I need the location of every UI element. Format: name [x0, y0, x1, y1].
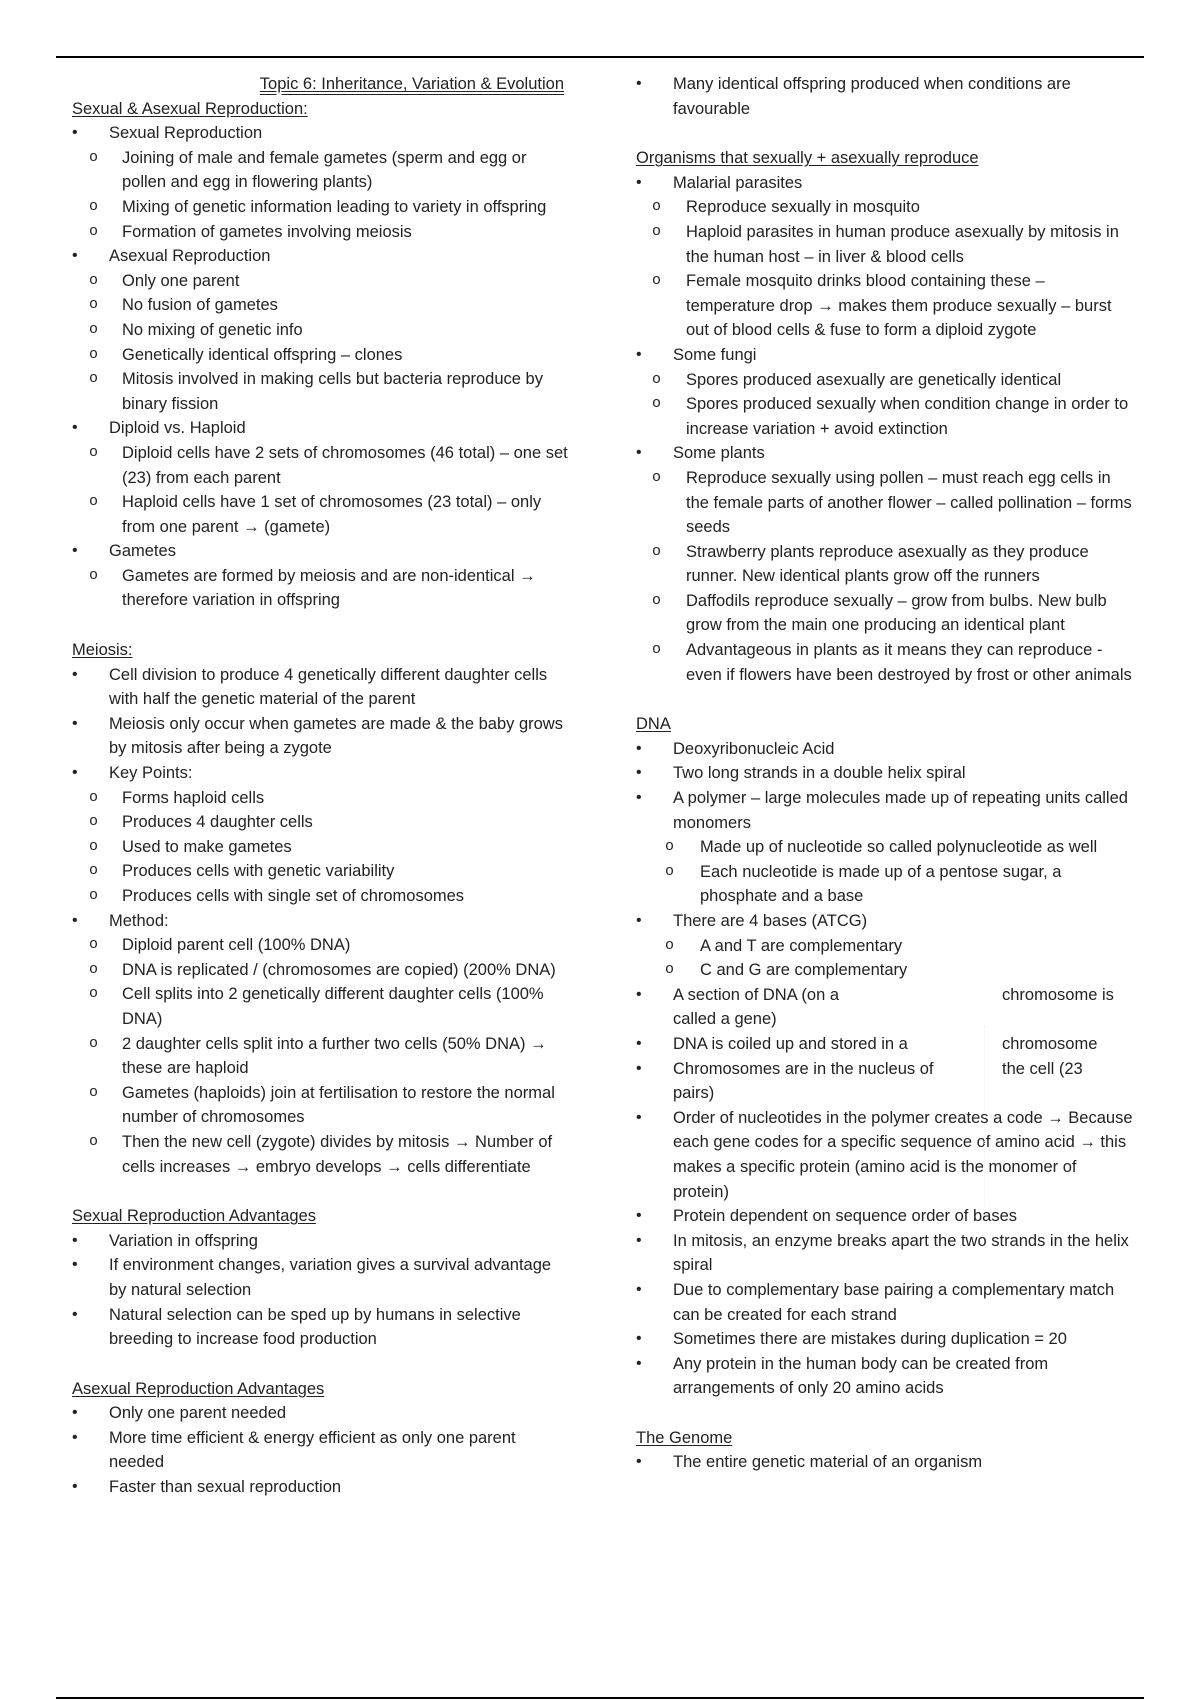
list-item: • Asexual Reproduction — [72, 244, 572, 269]
list-item: o Reproduce sexually in mosquito — [636, 195, 1136, 220]
list-item: o Produces 4 daughter cells — [72, 810, 572, 835]
list-item: • Some fungi — [636, 343, 1136, 368]
list-item: o Strawberry plants reproduce asexually as they produce runner. New identical plants grow off the runners — [636, 540, 1136, 589]
list-item: o C and G are complementary — [636, 958, 1136, 983]
list-item: • Key Points: — [72, 761, 572, 786]
list-item: o Made up of nucleotide so called polynucleotide as well — [636, 835, 1136, 860]
list-item: o Joining of male and female gametes (sperm and egg or pollen and egg in flowering plants) — [72, 146, 572, 195]
list-item: • Natural selection can be sped up by humans in selective breeding to increase food production — [72, 1303, 572, 1352]
list-asexual-advantages — [72, 1401, 572, 1499]
list-item: o Cell splits into 2 genetically different daughter cells (100% DNA) — [72, 982, 572, 1031]
list-item: • Only one parent needed — [72, 1401, 572, 1426]
list-item-nucleus — [636, 1057, 1136, 1106]
heading-meiosis: Meiosis: — [72, 641, 133, 660]
list-item: • Protein dependent on sequence order of bases — [636, 1204, 1136, 1229]
list-item: • Two long strands in a double helix spiral — [636, 761, 1136, 786]
left-column — [72, 72, 572, 1500]
heading-sexual-asexual: Sexual & Asexual Reproduction: — [72, 99, 308, 118]
list-item: o Haploid parasites in human produce asexually by mitosis in the human host – in liver & blood cells — [636, 220, 1136, 269]
list-item: o Formation of gametes involving meiosis — [72, 220, 572, 245]
list-item: o Produces cells with single set of chromosomes — [72, 884, 572, 909]
list-item: o Diploid cells have 2 sets of chromosomes (46 total) – one set (23) from each parent — [72, 441, 572, 490]
list-item: • Deoxyribonucleic Acid — [636, 737, 1136, 762]
list-item: • Sometimes there are mistakes during duplication = 20 — [636, 1327, 1136, 1352]
list-item: o Spores produced sexually when condition change in order to increase variation + avoid extinction — [636, 392, 1136, 441]
list-item: o Advantageous in plants as it means they can reproduce - even if flowers have been destroyed by frost or other animals — [636, 638, 1136, 687]
coiled-text-right: chromosome — [1002, 1034, 1098, 1053]
list-item: o Reproduce sexually using pollen – must reach egg cells in the female parts of another flower – called pollination – forms seeds — [636, 466, 1136, 540]
list-genome — [636, 1450, 1136, 1475]
gene-text-cont: called a gene) — [673, 1010, 777, 1029]
list-item: o A and T are complementary — [636, 934, 1136, 959]
heading-asexual-advantages: Asexual Reproduction Advantages — [72, 1379, 325, 1398]
heading-sexual-advantages: Sexual Reproduction Advantages — [72, 1207, 317, 1226]
list-continued — [636, 72, 1136, 121]
list-item: • If environment changes, variation gives a survival advantage by natural selection — [72, 1253, 572, 1302]
list-item: o Gametes are formed by meiosis and are non-identical → therefore variation in offspring — [72, 564, 572, 613]
nucleus-text-right: the cell (23 — [1002, 1059, 1083, 1078]
list-item: • In mitosis, an enzyme breaks apart the two strands in the helix spiral — [636, 1229, 1136, 1278]
list-item: o Used to make gametes — [72, 835, 572, 860]
list-item: • Due to complementary base pairing a complementary match can be created for each strand — [636, 1278, 1136, 1327]
page-title: Topic 6: Inheritance, Variation & Evolution — [259, 75, 564, 93]
list-item: • There are 4 bases (ATCG) — [636, 909, 1136, 934]
list-item: • A polymer – large molecules made up of repeating units called monomers — [636, 786, 1136, 835]
gene-text-right: chromosome is — [1002, 985, 1114, 1004]
bottom-rule — [56, 1697, 1144, 1699]
list-item: • More time efficient & energy efficient as only one parent needed — [72, 1426, 572, 1475]
list-meiosis — [72, 663, 572, 1179]
right-column — [636, 72, 1136, 1475]
list-sexual-asexual — [72, 121, 572, 613]
list-item: • Variation in offspring — [72, 1229, 572, 1254]
list-item: o Female mosquito drinks blood containing these – temperature drop → makes them produce sexually – burst out of blood cells & fuse to form a diploid zygote — [636, 269, 1136, 343]
heading-genome: The Genome — [636, 1428, 733, 1447]
list-item: o No fusion of gametes — [72, 293, 572, 318]
list-item: o 2 daughter cells split into a further two cells (50% DNA) → these are haploid — [72, 1032, 572, 1081]
list-item: • Sexual Reproduction — [72, 121, 572, 146]
list-item: o Only one parent — [72, 269, 572, 294]
heading-dna: DNA — [636, 715, 671, 734]
list-item: • Cell division to produce 4 genetically different daughter cells with half the genetic material of the parent — [72, 663, 572, 712]
list-item: o No mixing of genetic info — [72, 318, 572, 343]
list-item: o Spores produced asexually are genetically identical — [636, 368, 1136, 393]
nucleus-text-left: • Chromosomes are in the nucleus of — [673, 1059, 934, 1078]
gene-text-left: • A section of DNA (on a — [673, 985, 840, 1004]
list-item: • Some plants — [636, 441, 1136, 466]
list-item: • Faster than sexual reproduction — [72, 1475, 572, 1500]
list-item: o Genetically identical offspring – clones — [72, 343, 572, 368]
list-item: • Any protein in the human body can be created from arrangements of only 20 amino acids — [636, 1352, 1136, 1401]
list-item: o Each nucleotide is made up of a pentose sugar, a phosphate and a base — [636, 860, 1136, 909]
list-item: • Many identical offspring produced when conditions are favourable — [636, 72, 1136, 121]
list-item: o Then the new cell (zygote) divides by mitosis → Number of cells increases → embryo develops → cells differentiate — [72, 1130, 572, 1179]
list-item: o Daffodils reproduce sexually – grow from bulbs. New bulb grow from the main one producing an identical plant — [636, 589, 1136, 638]
list-item: o Haploid cells have 1 set of chromosomes (23 total) – only from one parent → (gamete) — [72, 490, 572, 539]
list-both-reproduce — [636, 171, 1136, 687]
list-item: • Gametes — [72, 539, 572, 564]
list-item-coiled — [636, 1032, 1136, 1057]
list-item: o Produces cells with genetic variability — [72, 859, 572, 884]
list-item: • Method: — [72, 909, 572, 934]
list-sexual-advantages — [72, 1229, 572, 1352]
heading-both-reproduce: Organisms that sexually + asexually reproduce — [636, 149, 979, 168]
list-item: o Forms haploid cells — [72, 786, 572, 811]
list-item: • Diploid vs. Haploid — [72, 416, 572, 441]
list-item: • Order of nucleotides in the polymer creates a code → Because each gene codes for a specific sequence of amino acid → this makes a specific protein (amino acid is the monomer of protein) — [636, 1106, 1136, 1204]
list-item: • Malarial parasites — [636, 171, 1136, 196]
nucleus-text-cont: pairs) — [673, 1084, 715, 1103]
top-rule — [56, 56, 1144, 58]
list-item: o DNA is replicated / (chromosomes are copied) (200% DNA) — [72, 958, 572, 983]
list-item: • Meiosis only occur when gametes are made & the baby grows by mitosis after being a zygote — [72, 712, 572, 761]
list-item: o Diploid parent cell (100% DNA) — [72, 933, 572, 958]
list-item: o Mixing of genetic information leading to variety in offspring — [72, 195, 572, 220]
list-item: • The entire genetic material of an organism — [636, 1450, 1136, 1475]
list-item: o Gametes (haploids) join at fertilisation to restore the normal number of chromosomes — [72, 1081, 572, 1130]
list-item: o Mitosis involved in making cells but bacteria reproduce by binary fission — [72, 367, 572, 416]
coiled-text-left: • DNA is coiled up and stored in a — [673, 1034, 908, 1053]
faint-table-border — [984, 1026, 985, 1206]
list-item-gene — [636, 983, 1136, 1032]
list-dna — [636, 737, 1136, 1401]
